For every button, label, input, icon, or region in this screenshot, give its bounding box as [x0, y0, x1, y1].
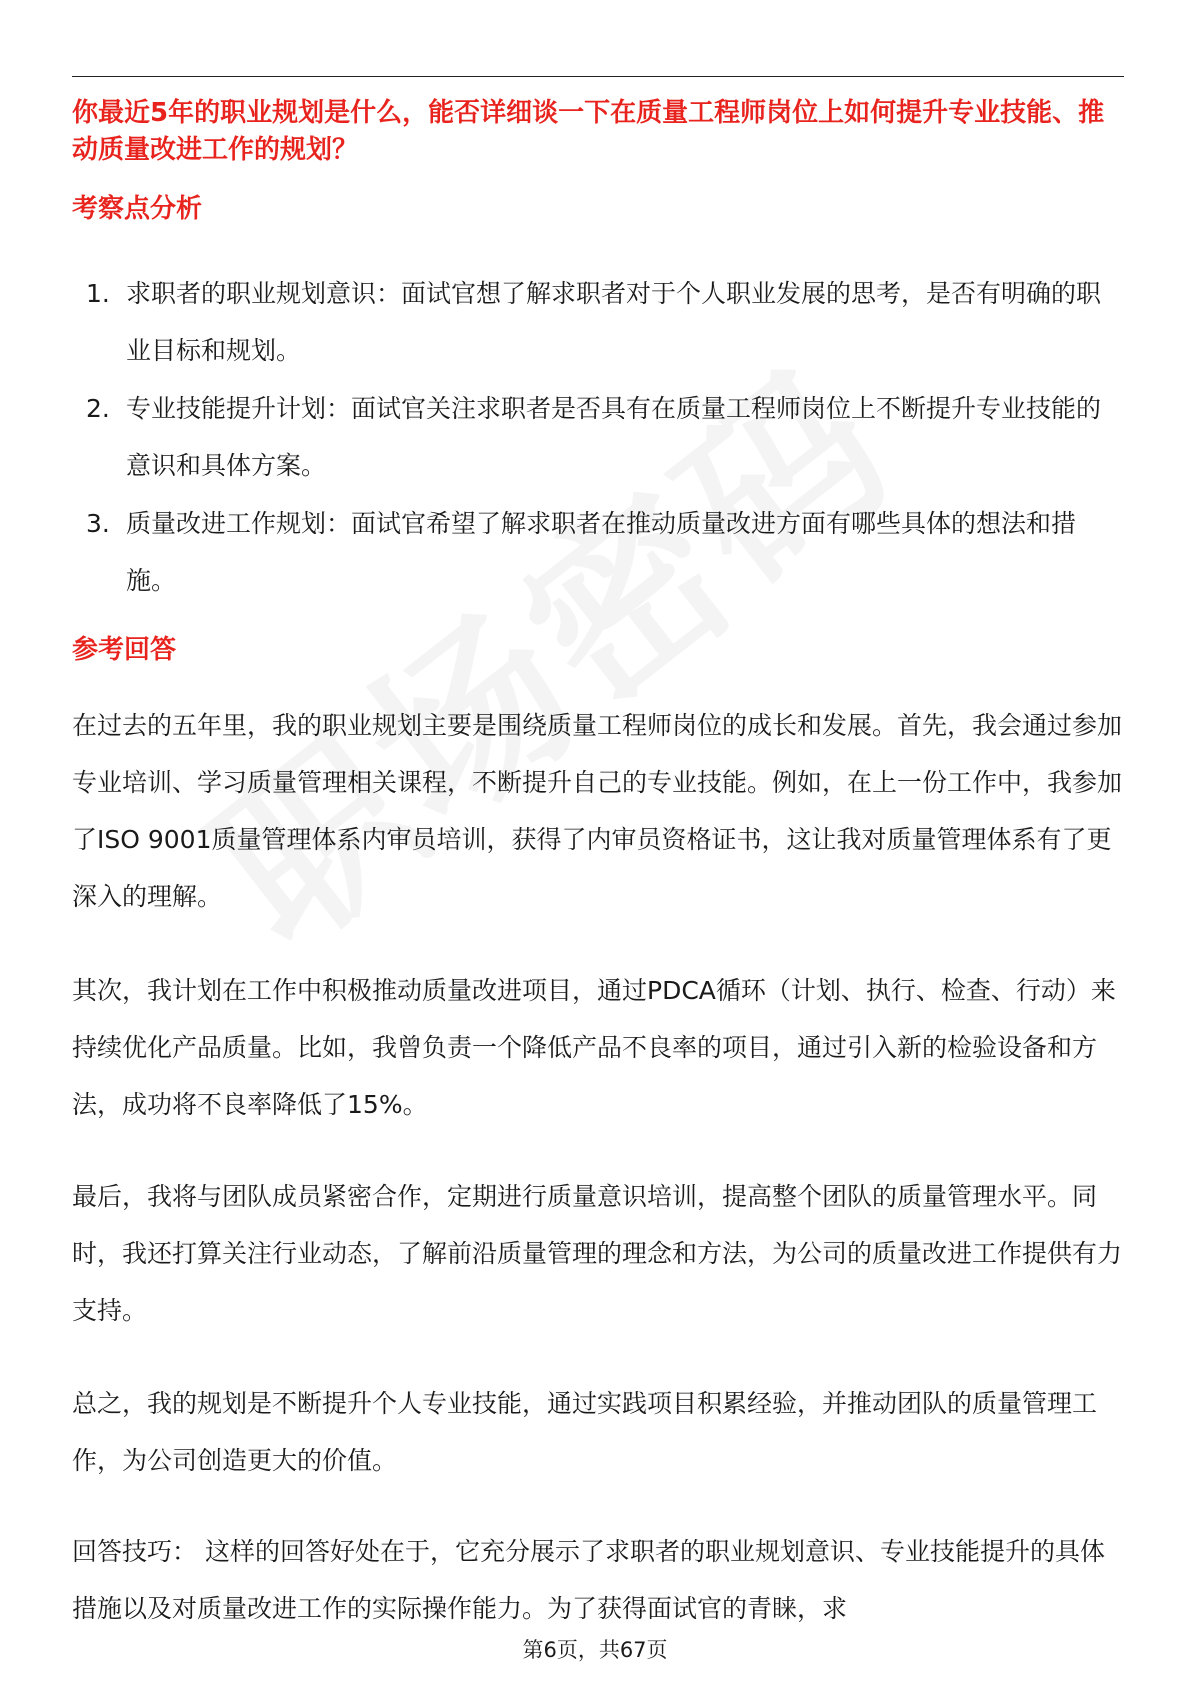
point-text: 求职者的职业规划意识：面试官想了解求职者对于个人职业发展的思考，是否有明确的职业目标和规划。 — [126, 279, 1102, 365]
answer-paragraph-4: 总之，我的规划是不断提升个人专业技能，通过实践项目积累经验，并推动团队的质量管理工作，为公司创造更大的价值。 — [72, 1389, 1098, 1475]
point-number: 2. — [86, 394, 110, 423]
point-text: 专业技能提升计划：面试官关注求职者是否具有在质量工程师岗位上不断提升专业技能的意识和具体方案。 — [126, 394, 1102, 480]
answer-paragraph-1: 在过去的五年里，我的职业规划主要是围绕质量工程师岗位的成长和发展。首先，我会通过参加专业培训、学习质量管理相关课程，不断提升自己的专业技能。例如，在上一份工作中，我参加了ISO 9001质量管理体系内审员培训，获得了内审员资格证书，这让我对质量管理体系有了更深入的理解。 — [72, 711, 1123, 911]
top-divider — [72, 76, 1124, 77]
answer-heading: 参考回答 — [72, 635, 177, 665]
analysis-points — [72, 265, 1124, 610]
point-number: 3. — [86, 509, 110, 538]
analysis-point-1 — [72, 265, 1124, 379]
answer-paragraph-3: 最后，我将与团队成员紧密合作，定期进行质量意识培训，提高整个团队的质量管理水平。同时，我还打算关注行业动态，了解前沿质量管理的理念和方法，为公司的质量改进工作提供有力支持。 — [72, 1182, 1123, 1325]
point-text: 质量改进工作规划：面试官希望了解求职者在推动质量改进方面有哪些具体的想法和措施。 — [126, 509, 1077, 595]
answer-paragraph-2: 其次，我计划在工作中积极推动质量改进项目，通过PDCA循环（计划、执行、检查、行动）来持续优化产品质量。比如，我曾负责一个降低产品不良率的项目，通过引入新的检验设备和方法，成功将不良率降低了15%。 — [72, 976, 1116, 1119]
analysis-point-3 — [72, 495, 1124, 609]
answer-tips: 回答技巧： 这样的回答好处在于，它充分展示了求职者的职业规划意识、专业技能提升的具体措施以及对质量改进工作的实际操作能力。为了获得面试官的青睐，求 — [72, 1537, 1105, 1623]
page-number: 第6页，共67页 — [522, 1638, 668, 1662]
interview-question: 你最近5年的职业规划是什么，能否详细谈一下在质量工程师岗位上如何提升专业技能、推动质量改进工作的规划？ — [72, 98, 1105, 165]
document-page — [72, 0, 1124, 1684]
point-number: 1. — [86, 279, 110, 308]
analysis-heading: 考察点分析 — [72, 194, 203, 224]
analysis-point-2 — [72, 380, 1124, 494]
